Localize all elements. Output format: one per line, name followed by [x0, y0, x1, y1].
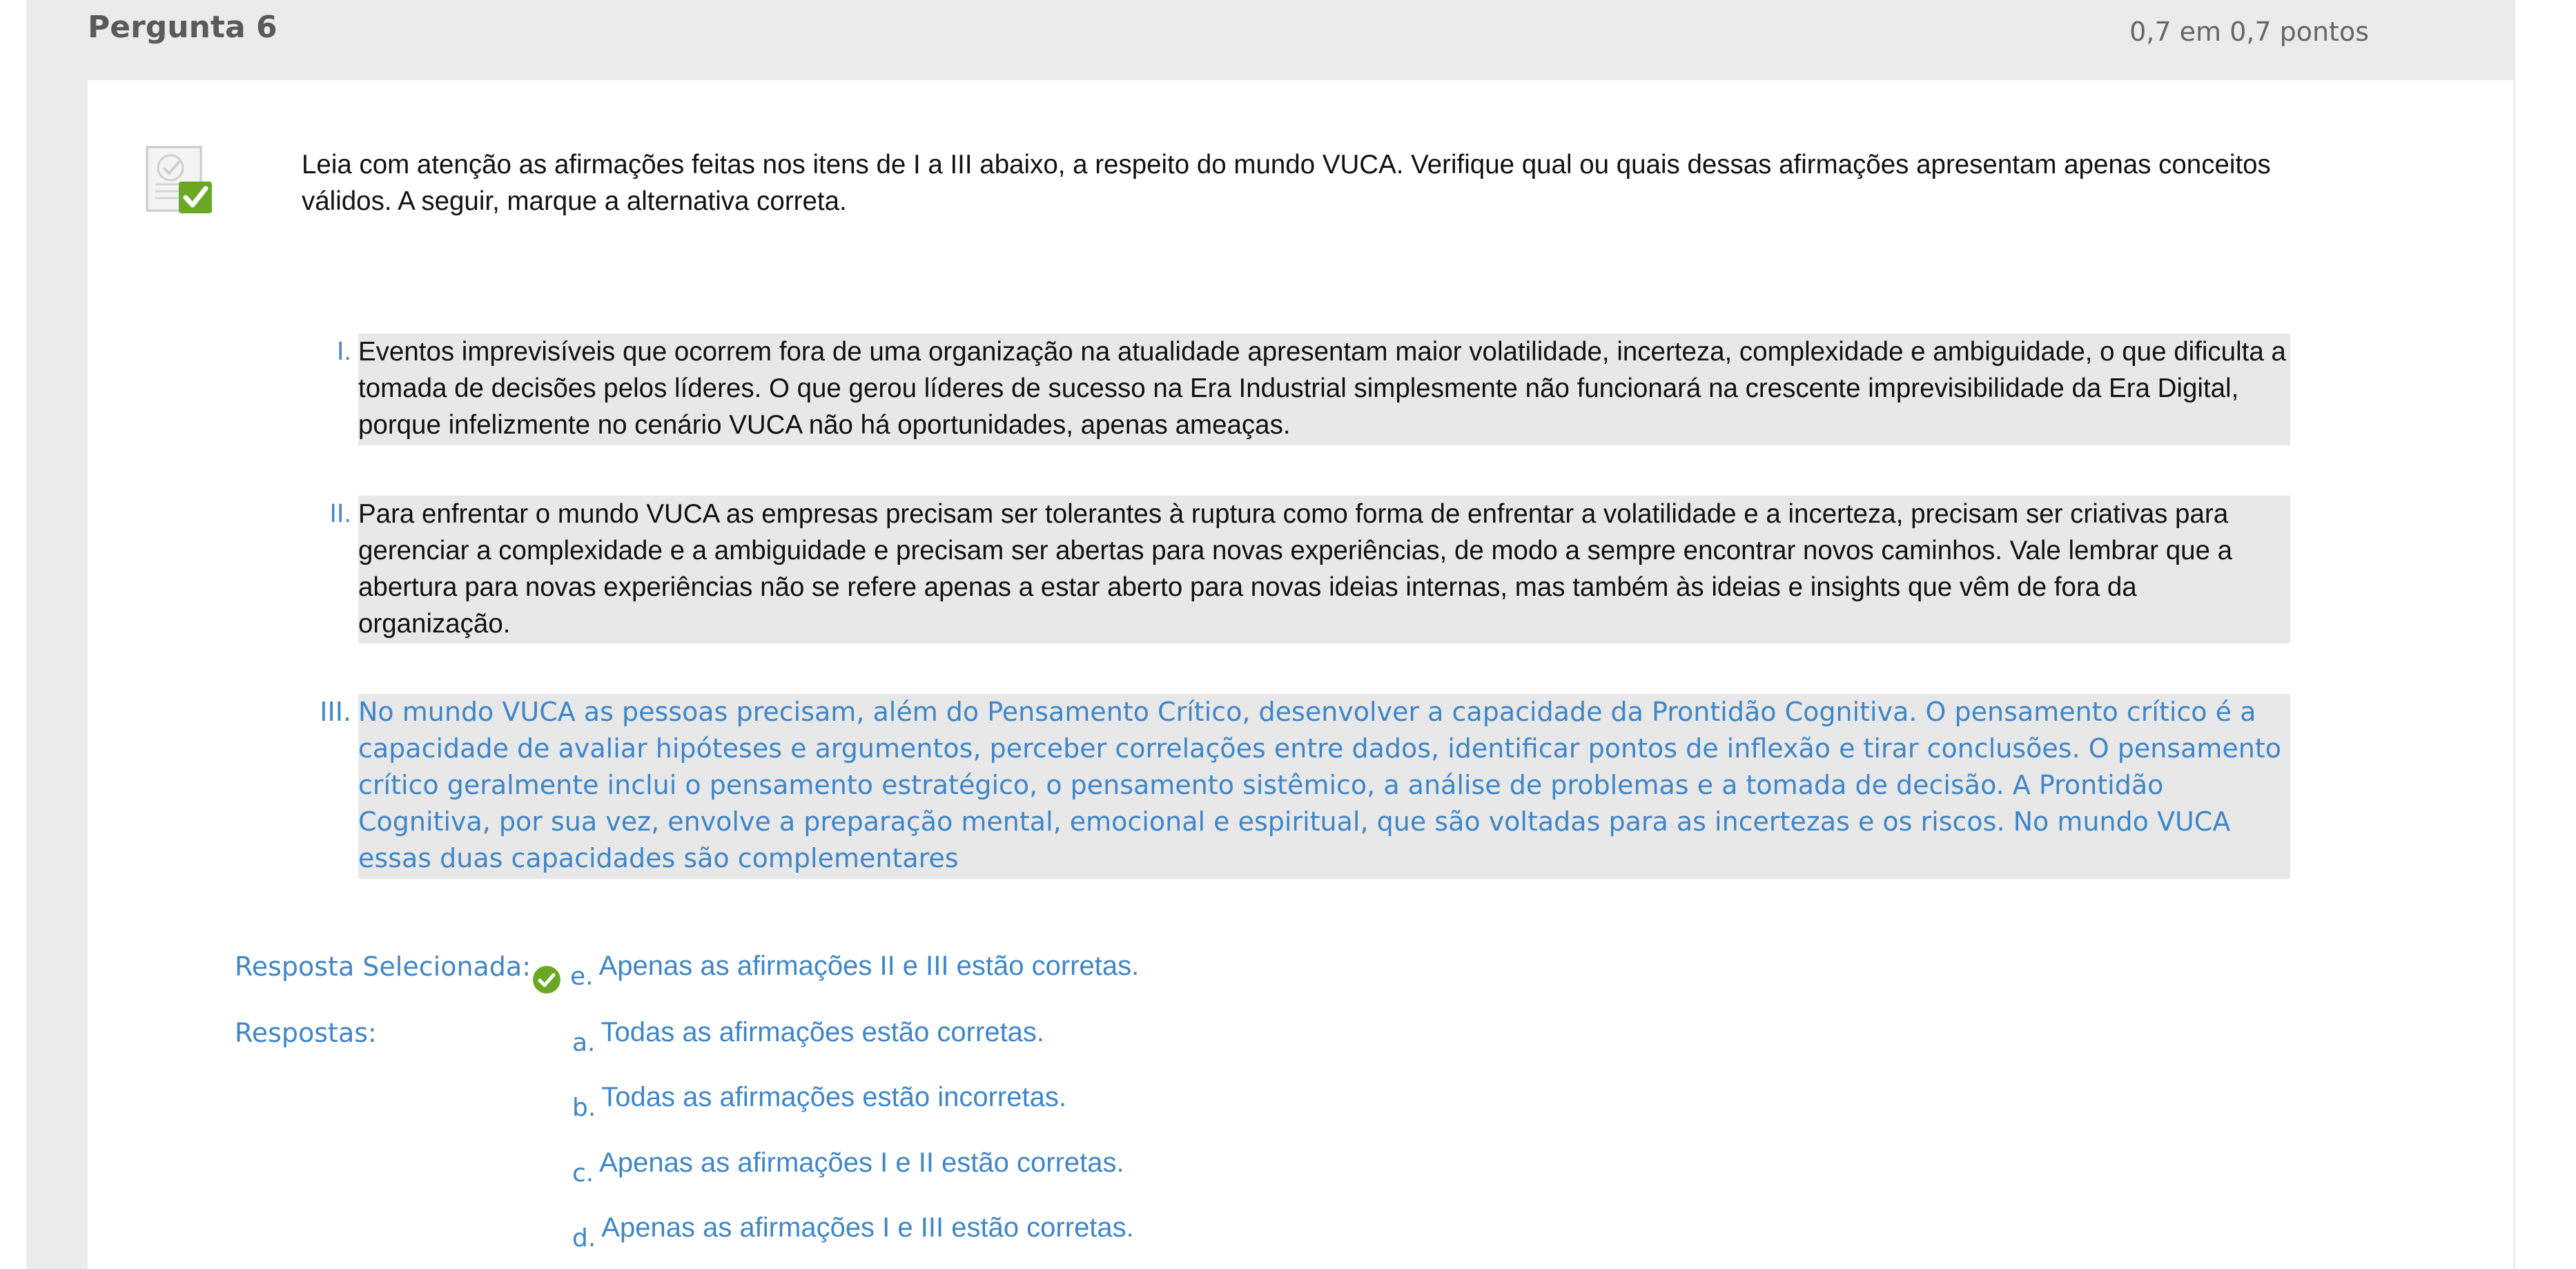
answer-text: Apenas as afirmações I e II estão corretas. [599, 1147, 1124, 1178]
answer-letter: c. [572, 1159, 594, 1188]
answer-letter: a. [572, 1029, 596, 1057]
answer-text: Todas as afirmações estão incorretas. [601, 1082, 1066, 1112]
answers-label: Respostas: [235, 1018, 377, 1048]
answer-option-d [572, 1212, 1134, 1252]
statement-text: Eventos imprevisíveis que ocorrem fora de uma organização na atualidade apresentam maior volatilidade, incerteza, complexidade e ambiguidade, o que dificulta a tomada de decisões pelos líderes. O que gerou líderes de sucesso na Era Industrial simplesmente não funcionará na crescente imprevisibilidade da Era Digital, porque infelizmente no cenário VUCA não há oportunidades, apenas ameaças. [358, 337, 2286, 440]
selected-answer-label: Resposta Selecionada: [235, 951, 531, 982]
statement-ii [329, 496, 2290, 643]
statement-number: III. [320, 697, 351, 727]
correct-check-icon [532, 965, 561, 994]
answer-option-c [572, 1147, 1124, 1188]
answer-letter: d. [572, 1224, 596, 1252]
correct-document-icon [143, 144, 215, 216]
answer-text: Apenas as afirmações II e III estão corretas. [598, 951, 1140, 981]
answer-option-a [572, 1017, 1044, 1057]
answer-letter: b. [572, 1094, 596, 1122]
statement-text: Para enfrentar o mundo VUCA as empresas precisam ser tolerantes à ruptura como forma de enfrentar a volatilidade e a incerteza, precisam ser criativas para gerenciar a complexidade e a ambiguidade e precisam ser abertas para novas experiências, de modo a sempre encontrar novos caminhos. Vale lembrar que a abertura para novas experiências não se refere apenas a estar aberto para novas ideias internas, mas também às ideias e insights que vêm de fora da organização. [358, 499, 2233, 639]
question-prompt: Leia com atenção as afirmações feitas nos itens de I a III abaixo, a respeito do mundo VUCA. Verifique qual ou quais dessas afirmações apresentam apenas conceitos válidos. A seguir, marque a alternativa correta. [302, 150, 2271, 216]
answer-letter: e. [570, 962, 594, 991]
answer-text: Todas as afirmações estão corretas. [601, 1017, 1045, 1047]
statement-i [336, 333, 2290, 445]
question-card [88, 80, 2513, 1269]
question-points: 0,7 em 0,7 pontos [2129, 17, 2369, 47]
answer-option-b [572, 1082, 1066, 1122]
selected-answer [570, 951, 1139, 991]
answer-text: Apenas as afirmações I e III estão corretas. [601, 1212, 1134, 1243]
statement-number: II. [329, 499, 351, 528]
statement-iii [320, 694, 2290, 879]
statement-text: No mundo VUCA as pessoas precisam, além do Pensamento Crítico, desenvolver a capacidade da Prontidão Cognitiva. O pensamento crítico é a capacidade de avaliar hipóteses e argumentos, perceber correlações entre dados, identificar pontos de inflexão e tirar conclusões. O pensamento crítico geralmente inclui o pensamento estratégico, o pensamento sistêmico, a análise de problemas e a tomada de decisão. A Prontidão Cognitiva, por sua vez, envolve a preparação mental, emocional e espiritual, que são voltadas para as incertezas e os riscos. No mundo VUCA essas duas capacidades são complementares [358, 697, 2282, 873]
question-title: Pergunta 6 [88, 10, 277, 45]
statement-number: I. [336, 337, 351, 366]
